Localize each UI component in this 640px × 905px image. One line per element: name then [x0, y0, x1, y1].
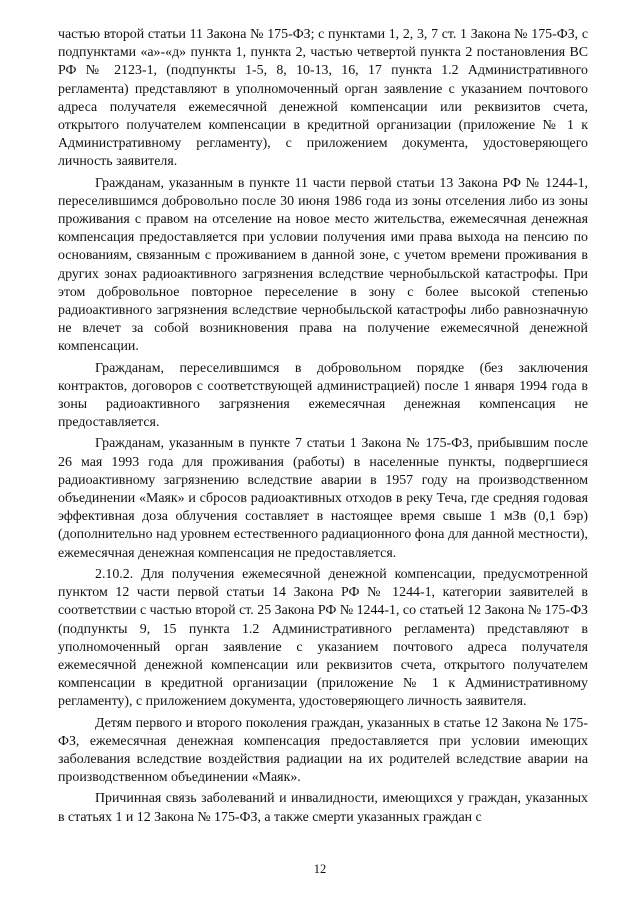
paragraph-causal-link: Причинная связь заболеваний и инвалидности, имеющихся у граждан, указанных в статьях 1 и 12 Закона № 175-ФЗ, а также смерти указанных граждан с	[58, 791, 588, 825]
paragraph-continuation: частью второй статьи 11 Закона № 175-ФЗ; с пунктами 1, 2, 3, 7 ст. 1 Закона № 175-ФЗ, с подпунктами «а»-«д» пункта 1, пункта 2, частью четвертой пункта 2 постановления ВС РФ № 2123-1, (подпункты 1-5, 8, 10-13, 16, 17 пункта 1.2 Административного регламента) представляют в уполномоченный орган заявление с указанием почтового адреса получателя ежемесячной денежной компенсации или реквизитов счета, открытого получателем компенсации в кредитной организации (приложение № 1 к Административному регламенту), с приложением документа, удостоверяющего личность заявителя.	[58, 27, 588, 170]
paragraph-children: Детям первого и второго поколения граждан, указанных в статье 12 Закона № 175-ФЗ, ежемесячная денежная компенсация предоставляется при условии имеющих заболевания вследствие воздействия радиации на их родителей вследствие аварии на производственном объединении «Маяк».	[58, 715, 588, 786]
section-2-10-2: 2.10.2. Для получения ежемесячной денежной компенсации, предусмотренной пунктом 12 части первой статьи 14 Закона РФ № 1244-1, категории заявителей в соответствии с частью второй ст. 25 Закона РФ № 1244-1, со статьей 12 Закона № 175-ФЗ (подпункты 9, 15 пункта 1.2 Административного регламента) представляют в уполномоченный орган заявление с указанием почтового адреса получателя ежемесячной денежной компенсации или реквизитов счета, открытого получателем компенсации в кредитной организации (приложение № 1 к Административному регламенту), с приложением документа, удостоверяющего личность заявителя.	[58, 566, 588, 710]
paragraph-after-1994: Гражданам, переселившимся в добровольном порядке (без заключения контрактов, договоров с соответствующей администрацией) после 1 января 1994 года в зоны радиоактивного загрязнения ежемесячная денежная компенсация не предоставляется.	[58, 360, 588, 431]
page-number: 12	[313, 862, 327, 876]
paragraph-mayak-arrivals: Гражданам, указанным в пункте 7 статьи 1 Закона № 175-ФЗ, прибывшим после 26 мая 1993 года для проживания (работы) в населенные пункты, подвергшиеся радиоактивному загрязнению вследствие аварии в 1957 году на производственном объединении «Маяк» и сбросов радиоактивных отходов в реку Теча, где средняя годовая эффективная доза облучения составляет в настоящее время свыше 1 мЗв (0,1 бэр) (дополнительно над уровнем естественного радиационного фона для данной местности), ежемесячная денежная компенсация не предоставляется.	[58, 436, 588, 561]
paragraph-resettled-voluntarily: Гражданам, указанным в пункте 11 части первой статьи 13 Закона РФ № 1244-1, переселившимся добровольно после 30 июня 1986 года из зоны отселения либо из зоны проживания с правом на отселение на новое место жительства, ежемесячная денежная компенсация предоставляется при условии получения ими права выхода на пенсию по основаниям, связанным с проживанием в данной зоне, с учетом времени проживания в других зонах радиоактивного загрязнения вследствие чернобыльской катастрофы. При этом добровольное повторное переселение в зону с более высокой степенью радиоактивного загрязнения вследствие чернобыльской катастрофы либо равнозначную не влечет за собой возникновения права на получение ежемесячной денежной компенсации.	[58, 175, 588, 355]
body-text	[58, 26, 588, 830]
